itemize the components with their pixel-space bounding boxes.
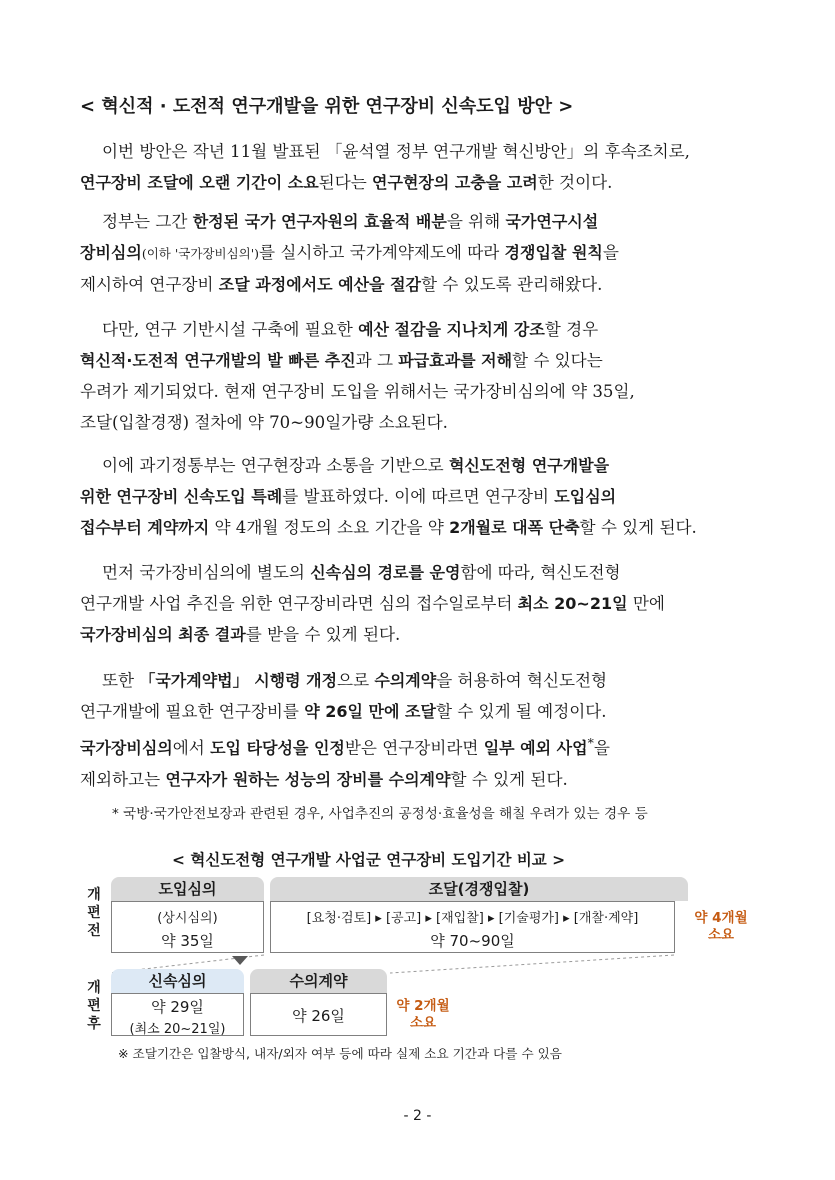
emphasis: 국가장비심의 최종 결과 xyxy=(80,625,246,644)
after-review-cell xyxy=(111,993,244,1036)
emphasis: 접수부터 계약까지 xyxy=(80,518,210,537)
before-procurement-header: 조달(경쟁입찰) xyxy=(270,877,688,901)
before-procurement-cell xyxy=(270,901,675,953)
text: 할 수 있게 된다. xyxy=(579,518,697,537)
text: 「윤석열 정부 연구개발 혁신방안」 xyxy=(325,142,584,161)
connector-line-right xyxy=(390,955,674,973)
emphasis: 혁신도전형 연구개발을 xyxy=(448,456,610,475)
text: 할 경우 xyxy=(544,320,599,339)
emphasis: 위한 연구장비 신속도입 특례 xyxy=(80,487,283,506)
after-procurement-header: 수의계약 xyxy=(250,969,387,993)
before-review-header: 도입심의 xyxy=(111,877,264,901)
text: 을 xyxy=(602,243,619,262)
emphasis: 약 26일 만에 조달 xyxy=(304,702,436,721)
section-heading: < 혁신적 · 도전적 연구개발을 위한 연구장비 신속도입 방안 > xyxy=(80,96,574,117)
text: 이번 방안은 작년 11월 발표된 xyxy=(102,142,326,161)
paragraph-3-line-3: 우려가 제기되었다. 현재 연구장비 도입을 위해서는 국가장비심의에 약 35일, xyxy=(80,382,635,401)
text: (이하 '국가장비심의') xyxy=(141,246,260,261)
emphasis: 경쟁입찰 원칙 xyxy=(504,243,603,262)
text: 할 수 있게 된다. xyxy=(450,769,568,789)
paragraph-6-line-3 xyxy=(80,727,756,764)
paragraph-1-line-2 xyxy=(80,167,756,198)
paragraph-4-line-3 xyxy=(80,512,756,543)
paragraph-6-line-4 xyxy=(80,764,756,795)
text: 를 받을 수 있게 된다. xyxy=(245,625,401,644)
emphasis: 도입심의 xyxy=(554,487,617,506)
paragraph-3 xyxy=(80,314,756,438)
emphasis: 연구자가 원하는 성능의 장비를 수의계약 xyxy=(165,769,451,789)
paragraph-4 xyxy=(80,450,756,543)
before-review-days: 약 35일 xyxy=(161,932,214,950)
after-reform-label: 개 편 후 xyxy=(87,980,101,1032)
paragraph-5 xyxy=(80,557,756,650)
emphasis: 연구현장의 고충을 고려 xyxy=(372,173,538,192)
paragraph-1 xyxy=(80,136,756,198)
text: 약 4개월 정도의 소요 기간을 약 xyxy=(209,518,450,537)
paragraph-3-line-4: 조달(입찰경쟁) 절차에 약 70~90일가량 소요된다. xyxy=(80,413,448,432)
text: 함에 따라, 혁신도전형 xyxy=(460,563,621,582)
emphasis: 파급효과를 저해 xyxy=(398,351,513,370)
after-review-days: 약 29일 xyxy=(151,998,204,1016)
text: 된다는 xyxy=(318,173,373,192)
emphasis: 일부 예외 사업 xyxy=(483,738,588,758)
paragraph-2 xyxy=(80,206,756,300)
emphasis: 혁신적·도전적 연구개발의 발 빠른 추진 xyxy=(80,351,356,370)
before-total-duration: 약 4개월 소요 xyxy=(694,910,748,943)
after-review-header: 신속심의 xyxy=(111,969,244,993)
emphasis: 장비심의 xyxy=(80,243,142,262)
text: 정부는 그간 xyxy=(102,212,193,231)
text: 할 수 있도록 관리해왔다. xyxy=(420,275,603,294)
after-total-duration: 약 2개월 소요 xyxy=(396,998,450,1031)
emphasis: 국가연구시설 xyxy=(505,212,599,231)
text: 으로 xyxy=(337,671,375,690)
text: 할 수 있게 될 예정이다. xyxy=(435,702,607,721)
text: 을 허용하여 혁신도전형 xyxy=(436,671,608,690)
emphasis: 예산 절감을 지나치게 강조 xyxy=(358,320,545,339)
emphasis: 「국가계약법」 시행령 개정 xyxy=(139,671,338,690)
before-procurement-days: 약 70~90일 xyxy=(430,932,515,950)
emphasis: 신속심의 경로를 운영 xyxy=(310,563,461,582)
page-number: - 2 - xyxy=(403,1108,432,1124)
text: 제외하고는 xyxy=(80,769,166,789)
comparison-title: < 혁신도전형 연구개발 사업군 연구장비 도입기간 비교 > xyxy=(172,851,566,869)
text: 할 수 있다는 xyxy=(512,351,603,370)
text: 이에 과기정통부는 연구현장과 소통을 기반으로 xyxy=(102,456,449,475)
text: 를 실시하고 국가계약제도에 따라 xyxy=(259,243,505,262)
paragraph-2-line-1 xyxy=(80,206,756,237)
text: 에서 xyxy=(172,738,211,758)
text: 의 후속조치로, xyxy=(583,142,690,161)
paragraph-6-line-1 xyxy=(80,665,756,696)
text: 연구개발 사업 추진을 위한 연구장비라면 심의 접수일로부터 xyxy=(80,594,518,613)
footnote-marker: * xyxy=(587,735,594,750)
paragraph-1-line-1 xyxy=(80,136,756,167)
paragraph-5-line-3 xyxy=(80,619,756,650)
after-procurement-cell xyxy=(250,993,387,1036)
text: 과 그 xyxy=(355,351,399,370)
text: 만에 xyxy=(627,594,665,613)
text: 다만, 연구 기반시설 구축에 필요한 xyxy=(102,320,359,339)
paragraph-2-line-2 xyxy=(80,237,756,269)
paragraph-2-line-3 xyxy=(80,269,756,300)
paragraph-5-line-1 xyxy=(80,557,756,588)
text: 제시하여 연구장비 xyxy=(80,275,219,294)
footnote: * 국방·국가안전보장과 관련된 경우, 사업추진의 공정성·효율성을 해칠 우려가 있는 경우 등 xyxy=(112,806,648,822)
text: 먼저 국가장비심의에 별도의 xyxy=(102,563,311,582)
before-reform-label: 개 편 전 xyxy=(87,887,101,939)
text: 또한 xyxy=(102,671,140,690)
text: 연구개발에 필요한 연구장비를 xyxy=(80,702,305,721)
text: 을 위해 xyxy=(446,212,506,231)
down-arrow-icon xyxy=(232,956,248,965)
text: 받은 연구장비라면 xyxy=(344,738,484,758)
emphasis: 2개월로 대폭 단축 xyxy=(449,518,580,537)
paragraph-5-line-2 xyxy=(80,588,756,619)
emphasis: 도입 타당성을 인정 xyxy=(210,738,345,758)
paragraph-3-line-2 xyxy=(80,345,756,376)
paragraph-3-line-1 xyxy=(80,314,756,345)
emphasis: 최소 20~21일 xyxy=(517,594,628,613)
text: 한 것이다. xyxy=(537,173,613,192)
text: 을 xyxy=(593,738,610,758)
before-review-cell xyxy=(111,901,264,953)
emphasis: 연구장비 조달에 오랜 기간이 소요 xyxy=(80,173,319,192)
paragraph-6 xyxy=(80,665,756,795)
paragraph-6-line-2 xyxy=(80,696,756,727)
paragraph-4-line-1 xyxy=(80,450,756,481)
emphasis: 국가장비심의 xyxy=(80,738,173,758)
text: 를 발표하였다. 이에 따르면 연구장비 xyxy=(282,487,555,506)
before-review-sub: (상시심의) xyxy=(157,911,218,926)
emphasis: 조달 과정에서도 예산을 절감 xyxy=(218,275,421,294)
chart-note: ※ 조달기간은 입찰방식, 내자/외자 여부 등에 따라 실제 소요 기간과 다를 수 있음 xyxy=(118,1046,562,1061)
emphasis: 수의계약 xyxy=(374,671,437,690)
before-procurement-steps: [요청·검토] ▸ [공고] ▸ [재입찰] ▸ [기술평가] ▸ [개찰·계약] xyxy=(306,911,639,926)
after-review-sub: (최소 20~21일) xyxy=(129,1022,226,1037)
paragraph-4-line-2 xyxy=(80,481,756,512)
after-procurement-days: 약 26일 xyxy=(292,1007,345,1025)
emphasis: 한정된 국가 연구자원의 효율적 배분 xyxy=(192,212,447,231)
